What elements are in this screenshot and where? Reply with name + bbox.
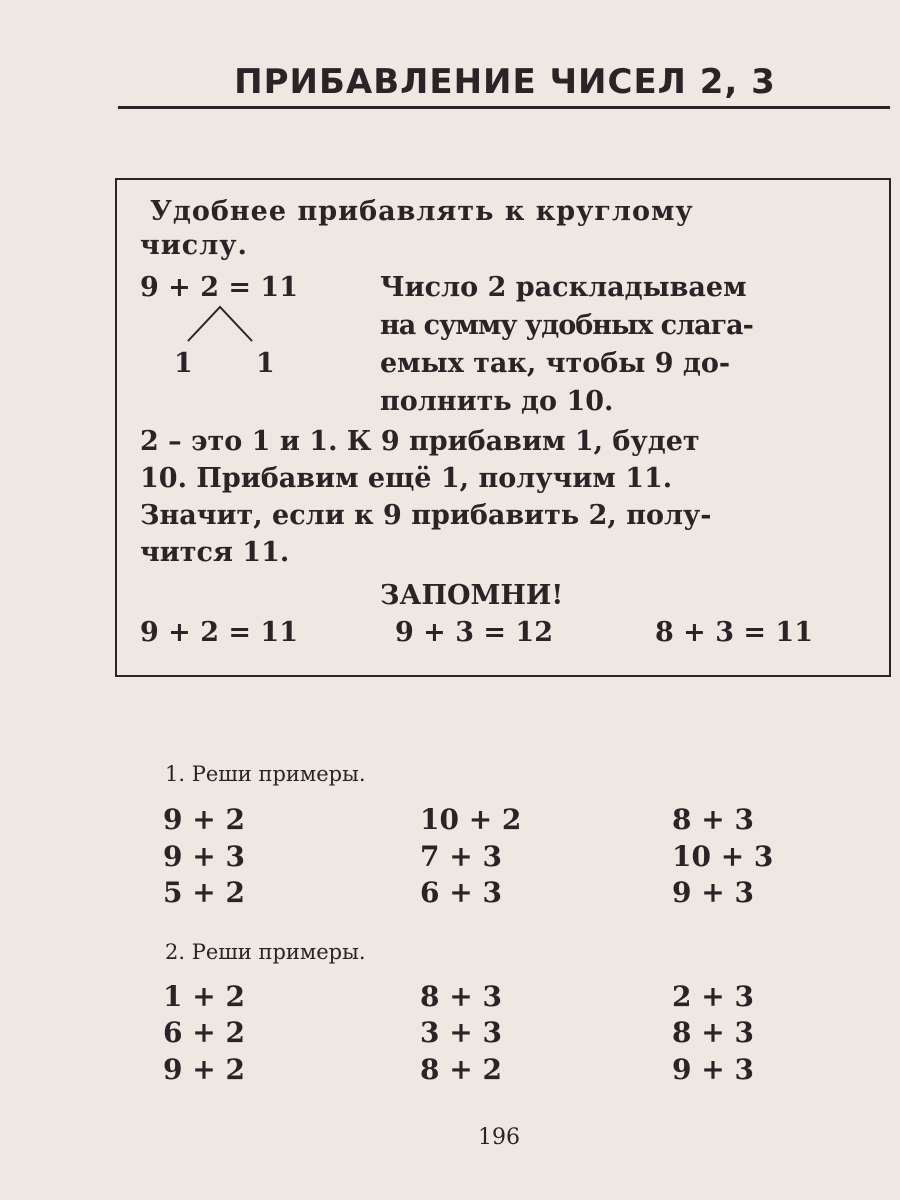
exercise-item: 8 + 3 [420, 980, 502, 1013]
para-line: 2 – это 1 и 1. К 9 прибавим 1, будет [140, 426, 700, 457]
explain-line: на сумму удобных слага- [380, 310, 753, 341]
split-left: 1 [174, 348, 193, 379]
split-diagram [170, 303, 270, 343]
exercise-item: 8 + 3 [672, 1016, 754, 1049]
fact: 8 + 3 = 11 [655, 617, 813, 648]
exercise-item: 9 + 2 [163, 1053, 245, 1086]
fact: 9 + 3 = 12 [395, 617, 553, 648]
exercise-heading: 1. Реши примеры. [165, 762, 366, 786]
exercise-item: 2 + 3 [672, 980, 754, 1013]
exercise-item: 10 + 2 [420, 803, 522, 836]
para-line: Значит, если к 9 прибавить 2, полу- [140, 500, 712, 531]
intro-line: Удобнее прибавлять к круглому [150, 196, 694, 227]
example-equation: 9 + 2 = 11 [140, 272, 298, 303]
exercise-item: 9 + 3 [672, 1053, 754, 1086]
fact: 9 + 2 = 11 [140, 617, 298, 648]
exercise-item: 7 + 3 [420, 840, 502, 873]
explain-line: полнить до 10. [380, 386, 614, 417]
exercise-item: 5 + 2 [163, 876, 245, 909]
split-right: 1 [256, 348, 275, 379]
para-line: чится 11. [140, 537, 290, 568]
intro-line: числу. [140, 230, 248, 261]
exercise-item: 8 + 2 [420, 1053, 502, 1086]
exercise-item: 10 + 3 [672, 840, 774, 873]
remember-heading: ЗАПОМНИ! [380, 580, 564, 611]
exercise-item: 9 + 3 [672, 876, 754, 909]
title-rule [118, 106, 890, 109]
exercise-item: 8 + 3 [672, 803, 754, 836]
exercise-heading: 2. Реши примеры. [165, 940, 366, 964]
exercise-item: 6 + 2 [163, 1016, 245, 1049]
exercise-item: 3 + 3 [420, 1016, 502, 1049]
explain-line: Число 2 раскладываем [380, 272, 747, 303]
para-line: 10. Прибавим ещё 1, получим 11. [140, 463, 673, 494]
exercise-item: 9 + 3 [163, 840, 245, 873]
page-number: 196 [478, 1125, 520, 1150]
exercise-item: 9 + 2 [163, 803, 245, 836]
exercise-item: 6 + 3 [420, 876, 502, 909]
explain-line: емых так, чтобы 9 до- [380, 348, 731, 379]
exercise-item: 1 + 2 [163, 980, 245, 1013]
page-title: ПРИБАВЛЕНИЕ ЧИСЕЛ 2, 3 [234, 62, 776, 102]
